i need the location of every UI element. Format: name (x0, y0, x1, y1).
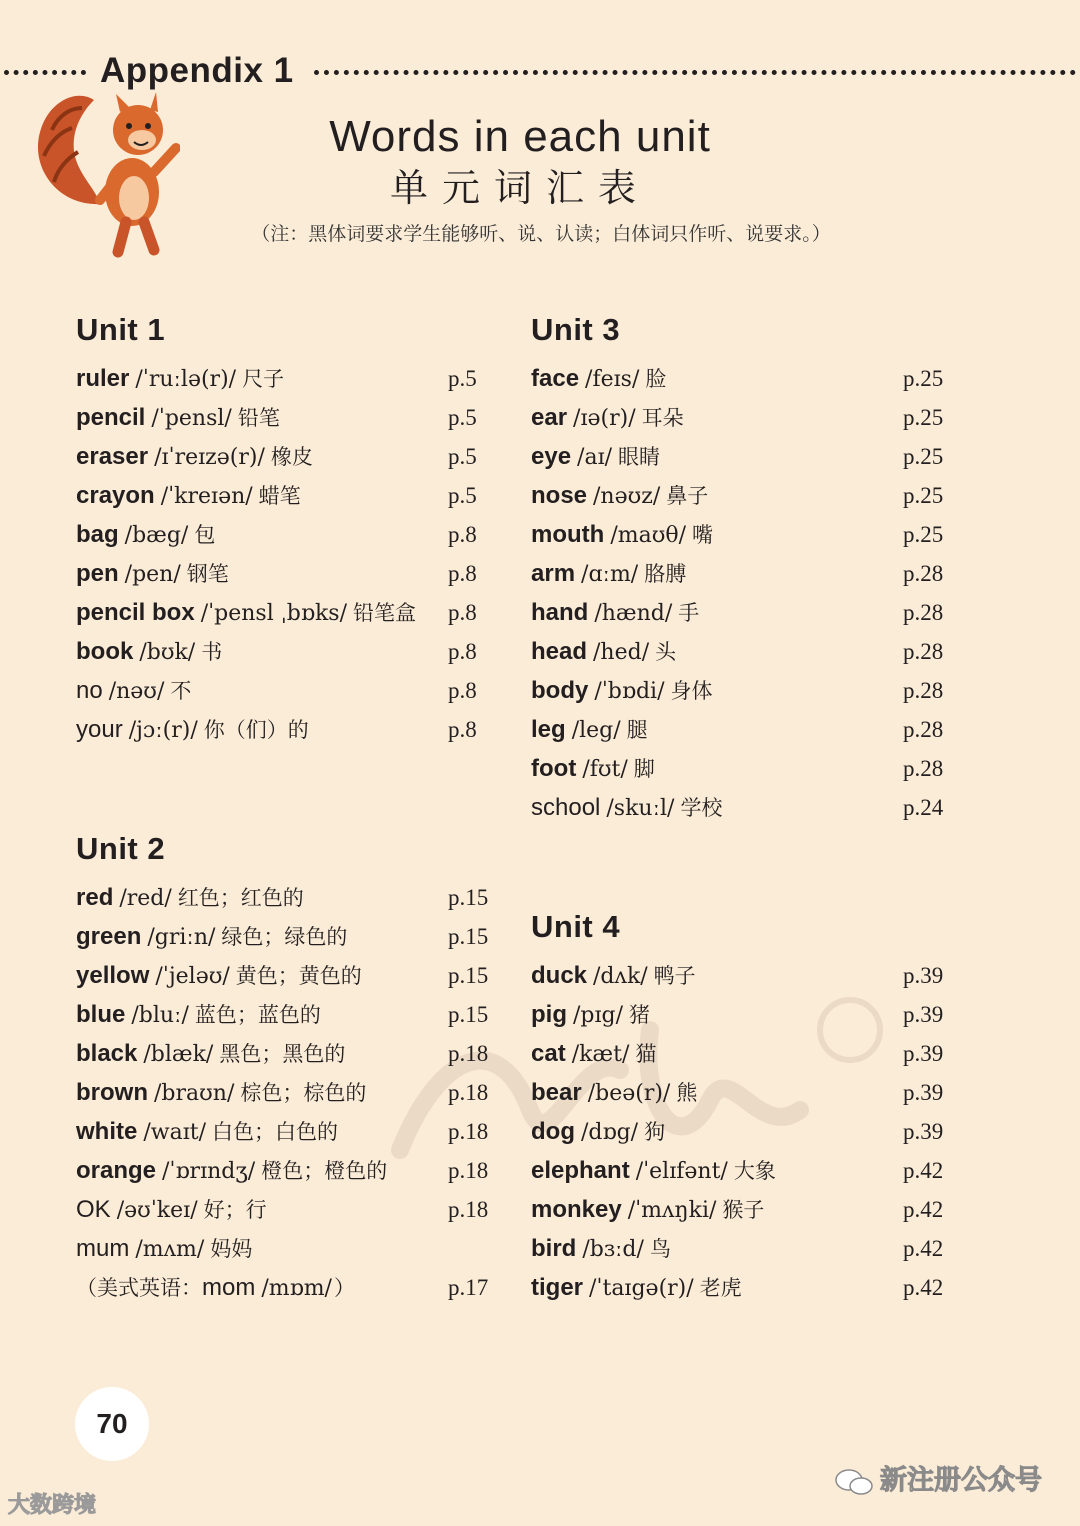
vocab-meaning: 黑色；黑色的 (219, 1042, 346, 1066)
vocab-word: pencil (76, 404, 146, 431)
squirrel-illustration (30, 86, 180, 266)
vocab-page-ref: p.25 (903, 366, 944, 391)
vocab-meaning: 胳膊 (644, 562, 687, 586)
vocab-page-ref: p.15 (448, 924, 489, 949)
page-number: 70 (75, 1387, 149, 1461)
vocab-meaning: 猪 (629, 1003, 651, 1027)
vocab-word: mouth (531, 521, 605, 548)
vocab-phonetic: /dɒg/ (580, 1120, 639, 1145)
vocab-row (531, 518, 944, 552)
vocab-meaning: 鼻子 (666, 484, 709, 508)
vocab-page-ref: p.17 (448, 1275, 489, 1300)
vocab-word: bear (531, 1079, 582, 1106)
vocab-page-ref: p.39 (903, 1041, 944, 1066)
vocab-phonetic: /ˈjeləʊ/ (155, 964, 230, 989)
unit-2-heading: Unit 2 (76, 831, 166, 866)
vocab-row (76, 1232, 252, 1266)
vocab-meaning: 钢笔 (186, 562, 229, 586)
vocab-word: OK (76, 1196, 111, 1223)
vocab-phonetic: /ˈpensl/ (151, 406, 232, 431)
vocab-phonetic: /bluː/ (131, 1003, 189, 1028)
vocab-word: blue (76, 1001, 126, 1028)
vocab-meaning: 学校 (680, 796, 723, 820)
vocab-phonetic: /bʊk/ (139, 640, 196, 665)
vocab-meaning: 熊 (676, 1081, 698, 1105)
vocab-meaning: 好；行 (203, 1198, 267, 1222)
vocab-row (531, 1193, 944, 1227)
vocab-phonetic: /waɪt/ (143, 1120, 206, 1145)
vocab-page-ref: p.42 (903, 1197, 944, 1222)
vocab-meaning: 白色；白色的 (212, 1120, 338, 1144)
vocab-meaning: 橙色；橙色的 (261, 1159, 388, 1183)
vocab-row (76, 713, 477, 747)
vocab-row (531, 401, 944, 435)
vocab-phonetic: /dʌk/ (593, 964, 648, 989)
dotted-rule-left (4, 70, 86, 75)
vocab-phonetic: /blæk/ (143, 1042, 214, 1067)
vocab-word: elephant (531, 1157, 630, 1184)
vocab-word: pencil box (76, 599, 195, 626)
vocab-row (531, 1037, 944, 1071)
vocab-meaning: 蜡笔 (258, 484, 301, 508)
vocab-row (76, 401, 477, 435)
vocab-meaning: 包 (194, 523, 216, 547)
vocab-word: hand (531, 599, 589, 626)
vocab-page-ref: p.25 (903, 522, 944, 547)
vocab-row (531, 752, 944, 786)
vocab-row (76, 518, 477, 552)
vocab-page-ref: p.42 (903, 1158, 944, 1183)
vocab-word: pen (76, 560, 119, 587)
vocab-meaning: 手 (678, 601, 700, 625)
vocab-phonetic: /ɪə(r)/ (573, 406, 636, 431)
vocab-row (76, 635, 477, 669)
vocab-page-ref: p.25 (903, 483, 944, 508)
vocab-word: white (76, 1118, 138, 1145)
vocab-word: head (531, 638, 588, 665)
vocab-word: yellow (76, 962, 150, 989)
vocab-phonetic: /mɒm/ (261, 1276, 332, 1301)
vocab-meaning: 头 (655, 640, 677, 664)
vocab-word: pig (531, 1001, 567, 1028)
vocab-meaning: 嘴 (692, 523, 714, 547)
vocab-word: no (76, 677, 103, 704)
vocab-word: black (76, 1040, 138, 1067)
vocab-row (76, 1115, 489, 1149)
vocab-word: mom (202, 1274, 256, 1301)
vocab-meaning: 妈妈 (210, 1237, 253, 1261)
vocab-page-ref: p.25 (903, 405, 944, 430)
vocab-page-ref: p.39 (903, 963, 944, 988)
vocab-meaning: 鸟 (649, 1237, 671, 1261)
vocab-page-ref: p.5 (448, 366, 477, 391)
vocab-row (76, 1271, 489, 1305)
vocab-word: face (531, 365, 580, 392)
vocab-word: bird (531, 1235, 577, 1262)
vocab-row (76, 881, 489, 915)
vocab-row (531, 1154, 944, 1188)
vocab-note-close: ） (333, 1276, 355, 1300)
vocab-page-ref: p.18 (448, 1197, 489, 1222)
vocab-word: crayon (76, 482, 155, 509)
vocab-phonetic: /pen/ (124, 562, 181, 587)
vocab-row (531, 440, 944, 474)
vocab-page-ref: p.24 (903, 795, 944, 820)
vocab-phonetic: /mʌm/ (135, 1237, 205, 1262)
vocab-meaning: 你（们）的 (203, 718, 309, 742)
watermark-right-text: 新注册公众号 (880, 1465, 1042, 1495)
vocab-phonetic: /ˈbɒdi/ (594, 679, 665, 704)
vocab-phonetic: /ˈtaɪgə(r)/ (589, 1276, 694, 1301)
vocab-word: brown (76, 1079, 148, 1106)
vocab-phonetic: /ˈelɪfənt/ (635, 1159, 728, 1184)
vocab-meaning: 绿色；绿色的 (221, 925, 348, 949)
vocab-page-ref: p.8 (448, 600, 477, 625)
dotted-rule-right (314, 70, 1076, 75)
vocab-page-ref: p.15 (448, 963, 489, 988)
vocab-page-ref: p.15 (448, 885, 489, 910)
vocab-page-ref: p.28 (903, 600, 944, 625)
vocab-word: monkey (531, 1196, 622, 1223)
vocab-row (76, 479, 477, 513)
vocab-phonetic: /ˈmʌŋki/ (627, 1198, 717, 1223)
vocab-word: eye (531, 443, 572, 470)
vocab-meaning: 腿 (626, 718, 648, 742)
vocab-page-ref: p.5 (448, 483, 477, 508)
vocab-meaning: 鸭子 (653, 964, 696, 988)
vocab-word: bag (76, 521, 119, 548)
vocab-page-ref: p.28 (903, 639, 944, 664)
vocab-meaning: 尺子 (242, 367, 285, 391)
vocab-meaning: 铅笔 (237, 406, 280, 430)
vocab-meaning: 狗 (644, 1120, 666, 1144)
vocab-page-ref: p.18 (448, 1041, 489, 1066)
vocab-row (76, 959, 489, 993)
vocab-page-ref: p.8 (448, 678, 477, 703)
vocab-meaning: 不 (170, 679, 192, 703)
vocab-phonetic: /əʊˈkeɪ/ (116, 1198, 198, 1223)
vocab-row (531, 635, 944, 669)
vocab-row (531, 791, 944, 825)
vocab-page-ref: p.28 (903, 756, 944, 781)
vocab-page-ref: p.25 (903, 444, 944, 469)
usage-note: （注：黑体词要求学生能够听、说、认读；白体词只作听、说要求。） (251, 223, 831, 245)
vocab-page-ref: p.15 (448, 1002, 489, 1027)
vocab-page-ref: p.39 (903, 1002, 944, 1027)
vocab-phonetic: /skuːl/ (606, 796, 675, 821)
vocab-row (531, 998, 944, 1032)
page-title-chinese: 单元词汇表 (389, 166, 650, 210)
vocab-phonetic: /braʊn/ (154, 1081, 235, 1106)
vocab-word: foot (531, 755, 577, 782)
vocab-row (76, 362, 477, 396)
vocab-meaning: 猴子 (722, 1198, 765, 1222)
vocab-meaning: 猫 (635, 1042, 657, 1066)
vocab-page-ref: p.18 (448, 1080, 489, 1105)
vocab-phonetic: /leg/ (571, 718, 621, 743)
vocab-word: arm (531, 560, 576, 587)
vocab-row (76, 440, 477, 474)
vocab-row (531, 557, 944, 591)
vocab-row (531, 362, 944, 396)
vocab-row (531, 674, 944, 708)
vocab-word: tiger (531, 1274, 584, 1301)
vocab-word: cat (531, 1040, 566, 1067)
vocab-word: ruler (76, 365, 130, 392)
vocab-word: school (531, 794, 601, 821)
vocab-page-ref: p.39 (903, 1080, 944, 1105)
vocab-word: leg (531, 716, 566, 743)
vocab-word: eraser (76, 443, 149, 470)
vocab-phonetic: /maʊθ/ (610, 523, 687, 548)
vocab-row (76, 920, 489, 954)
vocab-phonetic: /griːn/ (147, 925, 216, 950)
vocab-row (76, 596, 477, 630)
unit-3-heading: Unit 3 (531, 312, 621, 347)
vocab-phonetic: /beə(r)/ (587, 1081, 671, 1106)
vocab-phonetic: /nəʊz/ (593, 484, 661, 509)
vocab-note-open: （美式英语： (76, 1276, 202, 1300)
vocab-phonetic: /fʊt/ (582, 757, 628, 782)
vocab-meaning: 耳朵 (641, 406, 684, 430)
vocab-phonetic: /nəʊ/ (108, 679, 165, 704)
vocab-page-ref: p.42 (903, 1275, 944, 1300)
vocab-page-ref: p.18 (448, 1119, 489, 1144)
unit-4-heading: Unit 4 (531, 909, 621, 944)
unit-1-heading: Unit 1 (76, 312, 166, 347)
vocab-word: orange (76, 1157, 157, 1184)
vocab-row (531, 479, 944, 513)
watermark-right (834, 1458, 1042, 1497)
vocab-row (76, 1154, 489, 1188)
vocab-phonetic: /ˈruːlə(r)/ (135, 367, 237, 392)
vocab-page-ref: p.42 (903, 1236, 944, 1261)
vocab-row (531, 596, 944, 630)
watermark-left-text: 大数跨境 (8, 1492, 97, 1517)
vocab-page-ref: p.39 (903, 1119, 944, 1144)
appendix-title: Appendix 1 (100, 51, 294, 90)
vocab-word: book (76, 638, 134, 665)
vocab-word: duck (531, 962, 588, 989)
vocab-page-ref: p.28 (903, 678, 944, 703)
vocab-row (76, 557, 477, 591)
vocab-phonetic: /aɪ/ (577, 445, 613, 470)
vocab-row (76, 1037, 489, 1071)
vocab-phonetic: /ɪˈreɪzə(r)/ (154, 445, 265, 470)
vocab-meaning: 眼睛 (618, 445, 661, 469)
vocab-phonetic: /hed/ (593, 640, 650, 665)
vocab-word: nose (531, 482, 588, 509)
vocab-phonetic: /hænd/ (594, 601, 673, 626)
vocab-phonetic: /bæg/ (124, 523, 189, 548)
vocab-row (531, 1076, 944, 1110)
vocab-word: mum (76, 1235, 130, 1262)
vocab-meaning: 大象 (733, 1159, 776, 1183)
vocab-row (76, 1076, 489, 1110)
vocab-meaning: 黄色；黄色的 (235, 964, 362, 988)
vocab-page-ref: p.8 (448, 561, 477, 586)
vocab-row (76, 998, 489, 1032)
vocab-meaning: 棕色；棕色的 (240, 1081, 367, 1105)
vocab-page-ref: p.28 (903, 717, 944, 742)
vocab-meaning: 老虎 (699, 1276, 742, 1300)
vocab-page-ref: p.28 (903, 561, 944, 586)
vocab-word: ear (531, 404, 568, 431)
vocab-meaning: 橡皮 (270, 445, 313, 469)
vocab-page-ref: p.5 (448, 444, 477, 469)
vocab-phonetic: /ˈpensl ˌbɒks/ (200, 601, 347, 626)
watermark-left (8, 1488, 96, 1519)
vocab-meaning: 书 (201, 640, 223, 664)
vocab-word: dog (531, 1118, 575, 1145)
vocab-phonetic: /feɪs/ (585, 367, 640, 392)
vocab-meaning: 铅笔盒 (353, 601, 416, 625)
vocab-page-ref: p.8 (448, 639, 477, 664)
vocab-row (531, 1271, 944, 1305)
vocab-word: your (76, 716, 123, 743)
vocab-phonetic: /red/ (119, 886, 172, 911)
vocab-meaning: 身体 (670, 679, 713, 703)
vocab-row (531, 713, 944, 747)
vocab-page-ref: p.8 (448, 522, 477, 547)
vocab-page-ref: p.8 (448, 717, 477, 742)
vocab-page-ref: p.5 (448, 405, 477, 430)
vocab-row (76, 674, 477, 708)
vocab-meaning: 脸 (645, 367, 667, 391)
vocab-meaning: 脚 (633, 757, 655, 781)
vocab-meaning: 红色；红色的 (177, 886, 304, 910)
vocab-phonetic: /bɜːd/ (582, 1237, 644, 1262)
vocab-phonetic: /pɪg/ (573, 1003, 624, 1028)
vocab-phonetic: /ɑːm/ (581, 562, 639, 587)
vocab-row (76, 1193, 489, 1227)
vocab-phonetic: /ˈɒrɪndʒ/ (162, 1159, 256, 1184)
vocab-meaning: 蓝色；蓝色的 (194, 1003, 321, 1027)
vocab-phonetic: /ˈkreɪən/ (160, 484, 253, 509)
vocab-word: red (76, 884, 114, 911)
vocab-phonetic: /kæt/ (571, 1042, 630, 1067)
wechat-icon (834, 1467, 874, 1497)
vocab-phonetic: /jɔː(r)/ (128, 718, 198, 743)
page-title-english: Words in each unit (329, 112, 711, 161)
vocab-page-ref: p.18 (448, 1158, 489, 1183)
vocab-row (531, 959, 944, 993)
vocab-row (531, 1232, 944, 1266)
vocab-word: green (76, 923, 142, 950)
vocab-row (531, 1115, 944, 1149)
vocab-word: body (531, 677, 589, 704)
